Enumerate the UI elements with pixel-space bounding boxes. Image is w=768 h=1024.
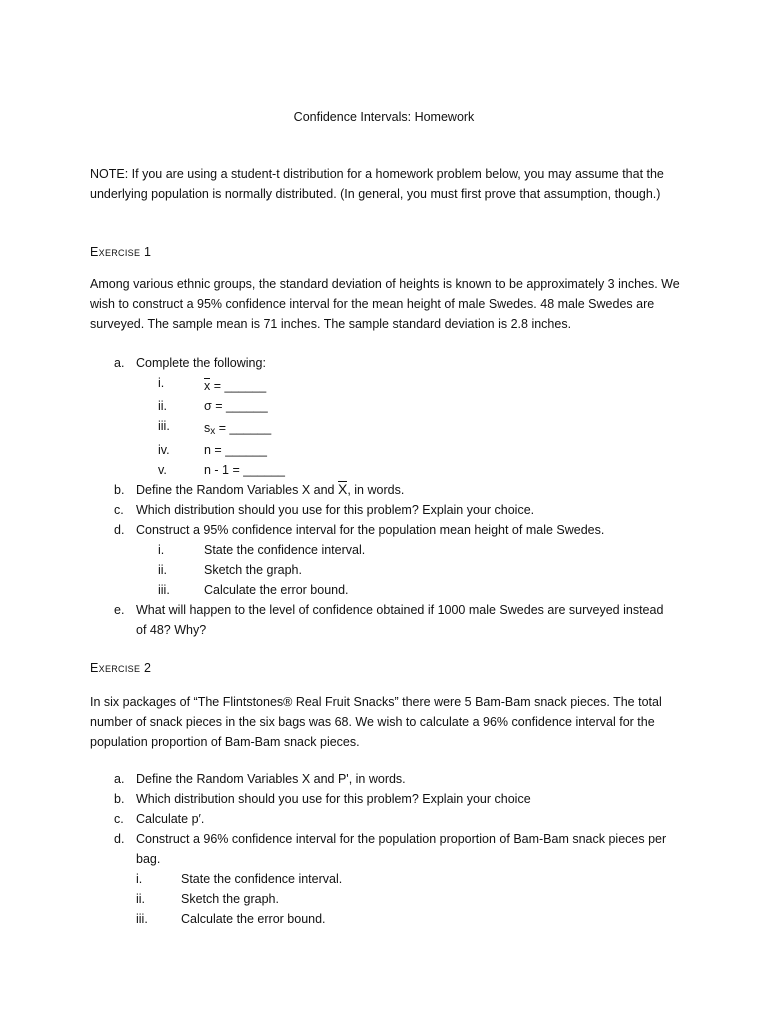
ex1-a-iv-blank: = ______: [210, 443, 267, 457]
ex2-d-line1: Construct a 96% confidence interval for the population proportion of Bam-Bam snack pieces per: [136, 832, 667, 846]
ex1-e-line1: What will happen to the level of confidence obtained if 1000 male Swedes are surveyed instead: [136, 603, 664, 617]
ex1-d-iii-text: Calculate the error bound.: [204, 583, 349, 597]
ex2-d-line2: bag.: [136, 852, 161, 866]
ex1-e-label: e.: [114, 603, 125, 617]
ex1-d-i-text: State the confidence interval.: [204, 543, 366, 557]
ex2-c-text: Calculate p′.: [136, 812, 205, 826]
ex2-b-label: b.: [114, 792, 125, 806]
n-minus-1-symbol: n - 1: [204, 463, 230, 477]
ex1-c-label: c.: [114, 503, 124, 517]
ex1-a-text: Complete the following:: [136, 356, 266, 370]
ex2-d-iii-num: iii.: [136, 912, 148, 926]
s-symbol: s: [204, 421, 211, 435]
s-subscript: x: [210, 426, 216, 437]
ex2-d-iii-text: Calculate the error bound.: [181, 912, 326, 926]
ex1-a-i-num: i.: [158, 376, 165, 390]
ex1-a-iv-item: [204, 440, 267, 460]
ex1-a-v-item: [204, 460, 285, 480]
ex1-a-iii-num: iii.: [158, 419, 170, 433]
n-symbol: n: [204, 443, 211, 457]
ex2-c-label: c.: [114, 812, 124, 826]
ex2-d-ii-num: ii.: [136, 892, 146, 906]
ex1-b-text-pre: Define the Random Variables X and: [136, 483, 338, 497]
exercise-1-intro: Among various ethnic groups, the standard deviation of heights is known to be approximately 3 inches. We wish to construct a 95% confidence interval for the mean height of male Swedes. 48 male Swedes are surveyed. The sample mean is 71 inches. The sample standard deviation is 2.8 inches.: [90, 277, 680, 331]
page-title: Confidence Intervals: Homework: [293, 110, 475, 124]
ex2-d-i-num: i.: [136, 872, 143, 886]
ex1-d-text: Construct a 95% confidence interval for the population mean height of male Swedes.: [136, 523, 605, 537]
ex1-d-i-num: i.: [158, 543, 165, 557]
ex1-d-ii-text: Sketch the graph.: [204, 563, 302, 577]
ex1-d-iii-num: iii.: [158, 583, 170, 597]
x-bar-symbol: x: [204, 379, 211, 393]
ex2-b-text: Which distribution should you use for this problem? Explain your choice: [136, 792, 531, 806]
ex1-b-text-post: , in words.: [347, 483, 405, 497]
ex1-a-v-blank: = ______: [229, 463, 285, 477]
ex1-a-iv-num: iv.: [158, 443, 170, 457]
ex2-a-label: a.: [114, 772, 125, 786]
exercise-1-heading: Exercise 1: [90, 245, 152, 259]
exercise-2-heading: Exercise 2: [90, 661, 152, 675]
ex2-d-label: d.: [114, 832, 125, 846]
ex2-d-ii-text: Sketch the graph.: [181, 892, 279, 906]
ex1-d-label: d.: [114, 523, 125, 537]
note-paragraph: NOTE: If you are using a student-t distribution for a homework problem below, you may assume that the underlying population is normally distributed. (In general, you must first prove that assumption, though.): [90, 167, 664, 201]
ex2-d-i-text: State the confidence interval.: [181, 872, 343, 886]
ex2-a-text: Define the Random Variables X and P', in words.: [136, 772, 406, 786]
sigma-symbol: σ: [204, 399, 212, 413]
ex1-b-label: b.: [114, 483, 125, 497]
ex1-a-ii-item: [204, 396, 268, 416]
ex1-a-label: a.: [114, 356, 125, 370]
ex1-b-text: [136, 480, 404, 500]
ex1-a-i-item: [204, 376, 266, 396]
ex1-a-ii-blank: = ______: [211, 399, 268, 413]
ex1-a-iii-item: [204, 418, 271, 442]
exercise-2-intro: In six packages of “The Flintstones® Real Fruit Snacks” there were 5 Bam-Bam snack pieces. The total number of snack pieces in the six bags was 68. We wish to calculate a 96% confidence interval for the population proportion of Bam-Bam snack pieces.: [90, 695, 662, 749]
ex1-a-ii-num: ii.: [158, 399, 168, 413]
ex1-e-line2: of 48? Why?: [136, 623, 207, 637]
ex1-c-text: Which distribution should you use for this problem? Explain your choice.: [136, 503, 535, 517]
ex1-d-ii-num: ii.: [158, 563, 168, 577]
ex1-a-iii-blank: = ______: [215, 421, 272, 435]
ex1-a-v-num: v.: [158, 463, 167, 477]
ex1-a-i-blank: = ______: [210, 379, 267, 393]
X-bar-symbol: X: [337, 481, 348, 497]
